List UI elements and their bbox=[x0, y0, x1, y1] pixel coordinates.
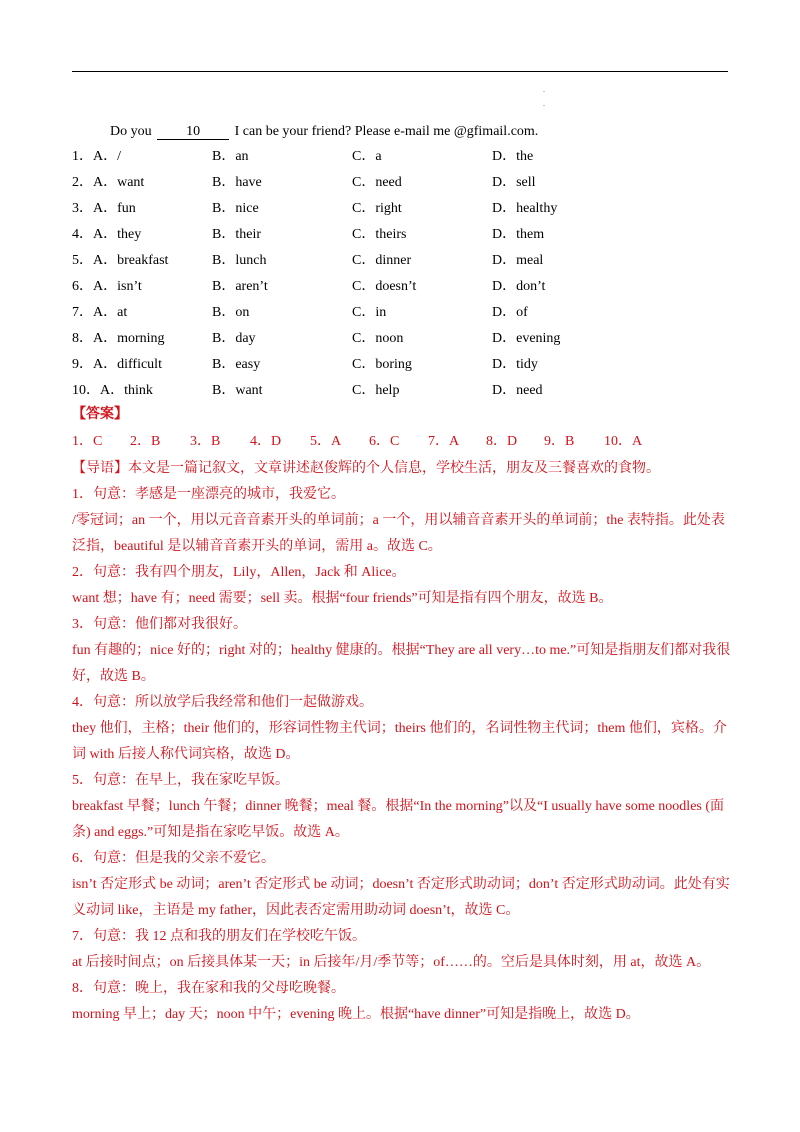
option-d: D．meal bbox=[492, 253, 544, 268]
option-d: D．evening bbox=[492, 331, 561, 346]
explanation-sentence: 5．句意：在早上，我在家吃早饭。 bbox=[72, 773, 289, 788]
option-b: B．easy bbox=[212, 357, 261, 372]
option-c: C．theirs bbox=[352, 227, 407, 242]
option-d: D．don’t bbox=[492, 279, 546, 294]
answer-section bbox=[72, 406, 732, 1028]
answer-item: 6．C bbox=[369, 434, 400, 449]
answer-item: 10．A bbox=[604, 434, 643, 449]
option-c: C．right bbox=[352, 201, 402, 216]
option-d: D．sell bbox=[492, 175, 536, 190]
option-b: B．nice bbox=[212, 201, 259, 216]
option-a: 6．A．isn’t bbox=[72, 279, 142, 294]
answer-item: 8．D bbox=[486, 434, 518, 449]
option-b: B．lunch bbox=[212, 253, 267, 268]
stem-prefix: Do you bbox=[110, 124, 152, 139]
answer-item: 2．B bbox=[130, 434, 161, 449]
option-d: D．of bbox=[492, 305, 528, 320]
answer-list bbox=[72, 430, 732, 456]
header-dot: . bbox=[543, 85, 545, 94]
option-c: C．boring bbox=[352, 357, 412, 372]
answer-title: 【答案】 bbox=[72, 407, 128, 422]
option-a: 9．A．difficult bbox=[72, 357, 162, 372]
option-b: B．aren’t bbox=[212, 279, 268, 294]
option-d: D．need bbox=[492, 383, 543, 398]
explanation-detail: fun 有趣的；nice 好的；right 对的；healthy 健康的。根据“They are all very…to me.”可知是指朋友们都对我很好，故选 B。 bbox=[72, 643, 731, 684]
option-d: D．the bbox=[492, 149, 534, 164]
explanation-detail: breakfast 早餐；lunch 午餐；dinner 晚餐；meal 餐。根据“In the morning”以及“I usually have some noodles (面条) and eggs.”可知是指在家吃早饭。故选 A。 bbox=[72, 799, 725, 840]
explanation-detail: at 后接时间点；on 后接具体某一天；in 后接年/月/季节等；of……的。空后是具体时刻，用 at，故选 A。 bbox=[72, 955, 711, 970]
explanation-sentence: 2．句意：我有四个朋友，Lily，Allen，Jack 和 Alice。 bbox=[72, 565, 406, 580]
option-a: 1．A．/ bbox=[72, 149, 121, 164]
explanation-detail: /零冠词；an 一个，用以元音音素开头的单词前；a 一个，用以辅音音素开头的单词前；the 表特指。此处表泛指，beautiful 是以辅音音素开头的单词，需用 a。故选 C。 bbox=[72, 513, 725, 554]
option-a: 8．A．morning bbox=[72, 331, 165, 346]
explanation-detail: morning 早上；day 天；noon 中午；evening 晚上。根据“have dinner”可知是指晚上，故选 D。 bbox=[72, 1007, 640, 1022]
explanation-detail: want 想；have 有；need 需要；sell 卖。根据“four friends”可知是指有四个朋友，故选 B。 bbox=[72, 591, 613, 606]
header-dot: . bbox=[543, 99, 545, 108]
explanation-sentence: 1．句意：孝感是一座漂亮的城市，我爱它。 bbox=[72, 487, 345, 502]
option-c: C．in bbox=[352, 305, 387, 320]
option-c: C．doesn’t bbox=[352, 279, 417, 294]
answer-item: 9．B bbox=[544, 434, 575, 449]
explanation-sentence: 3．句意：他们都对我很好。 bbox=[72, 617, 247, 632]
option-b: B．have bbox=[212, 175, 262, 190]
answer-item: 5．A bbox=[310, 434, 342, 449]
option-b: B．their bbox=[212, 227, 261, 242]
answer-item: 1．C bbox=[72, 434, 103, 449]
option-d: D．healthy bbox=[492, 201, 558, 216]
option-a: 10．A．think bbox=[72, 383, 153, 398]
option-a: 7．A．at bbox=[72, 305, 128, 320]
option-a: 4．A．they bbox=[72, 227, 142, 242]
option-c: C．a bbox=[352, 149, 382, 164]
answer-item: 4．D bbox=[250, 434, 282, 449]
option-c: C．help bbox=[352, 383, 400, 398]
option-c: C．dinner bbox=[352, 253, 412, 268]
option-a: 3．A．fun bbox=[72, 201, 136, 216]
explanation-detail: isn’t 否定形式 be 动词；aren’t 否定形式 be 动词；doesn’t 否定形式助动词；don’t 否定形式助动词。此处有实义动词 like，主语是 my father，因此表否定需用助动词 doesn’t，故选 C。 bbox=[72, 877, 730, 918]
passage-last-line bbox=[110, 124, 538, 140]
option-c: C．need bbox=[352, 175, 402, 190]
answer-item: 7．A bbox=[428, 434, 460, 449]
header-rule bbox=[72, 71, 728, 72]
option-b: B．on bbox=[212, 305, 250, 320]
stem-suffix: I can be your friend? Please e-mail me @gfimail.com. bbox=[234, 124, 539, 139]
option-a: 2．A．want bbox=[72, 175, 145, 190]
option-a: 5．A．breakfast bbox=[72, 253, 169, 268]
blank-10: 10 bbox=[157, 125, 229, 140]
option-d: D．tidy bbox=[492, 357, 538, 372]
answer-item: 3．B bbox=[190, 434, 221, 449]
guide-text: 【导语】本文是一篇记叙文，文章讲述赵俊辉的个人信息，学校生活，朋友及三餐喜欢的食物。 bbox=[72, 461, 660, 476]
option-b: B．day bbox=[212, 331, 256, 346]
option-b: B．an bbox=[212, 149, 249, 164]
option-d: D．them bbox=[492, 227, 545, 242]
explanation-detail: they 他们，主格；their 他们的，形容词性物主代词；theirs 他们的，名词性物主代词；them 他们，宾格。介词 with 后接人称代词宾格，故选 D。 bbox=[72, 721, 727, 762]
explanation-sentence: 7．句意：我 12 点和我的朋友们在学校吃午饭。 bbox=[72, 929, 366, 944]
explanation-sentence: 8．句意：晚上，我在家和我的父母吃晚餐。 bbox=[72, 981, 345, 996]
option-b: B．want bbox=[212, 383, 263, 398]
explanation-sentence: 6．句意：但是我的父亲不爱它。 bbox=[72, 851, 275, 866]
explanation-sentence: 4．句意：所以放学后我经常和他们一起做游戏。 bbox=[72, 695, 373, 710]
option-c: C．noon bbox=[352, 331, 404, 346]
